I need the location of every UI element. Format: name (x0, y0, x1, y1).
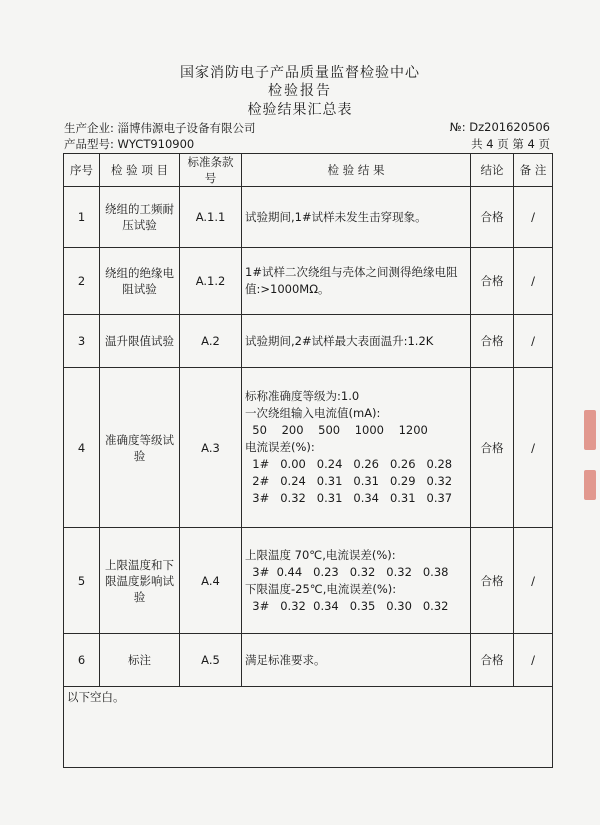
table-row (64, 368, 553, 528)
row-clause: A.4 (180, 528, 242, 634)
table-header-row (64, 154, 553, 187)
report-number: №: Dz201620506 (449, 120, 550, 134)
report-title: 检验报告 (268, 83, 332, 99)
row-clause: A.1.2 (180, 248, 242, 315)
producer-line: 生产企业: 淄博伟源电子设备有限公司 (64, 121, 256, 135)
row-result (242, 528, 471, 634)
col-header-clause: 标准条款号 (180, 154, 242, 187)
row-item: 标注 (100, 634, 180, 687)
col-header-no: 序号 (64, 154, 100, 187)
blank-row (64, 687, 553, 768)
row-remark: / (514, 634, 553, 687)
table-row (64, 248, 553, 315)
result-line: 电流误差(%): (245, 440, 315, 454)
result-line: 3# 0.32 0.31 0.34 0.31 0.37 (245, 491, 453, 505)
page-count: 共 4 页 第 4 页 (471, 137, 550, 151)
row-number: 4 (64, 368, 100, 528)
row-result (242, 368, 471, 528)
row-result (242, 248, 471, 315)
row-remark: / (514, 368, 553, 528)
row-remark: / (514, 248, 553, 315)
col-header-result: 检 验 结 果 (242, 154, 471, 187)
row-conclusion: 合格 (471, 187, 514, 248)
row-conclusion: 合格 (471, 368, 514, 528)
row-clause: A.3 (180, 368, 242, 528)
row-remark: / (514, 315, 553, 368)
row-conclusion: 合格 (471, 315, 514, 368)
row-remark: / (514, 187, 553, 248)
row-number: 6 (64, 634, 100, 687)
col-header-item: 检 验 项 目 (100, 154, 180, 187)
table-row (64, 634, 553, 687)
row-item: 温升限值试验 (100, 315, 180, 368)
table-row (64, 528, 553, 634)
result-line: 一次绕组输入电流值(mA): (245, 406, 381, 420)
results-table (63, 153, 553, 768)
row-item: 准确度等级试验 (100, 368, 180, 528)
result-line: 上限温度 70℃,电流误差(%): (245, 547, 396, 562)
row-conclusion: 合格 (471, 634, 514, 687)
blank-note: 以下空白。 (64, 687, 553, 768)
result-line: 值:>1000MΩ。 (245, 282, 330, 296)
row-result (242, 315, 471, 368)
red-seal-mark (584, 470, 596, 500)
model-line: 产品型号: WYCT910900 (64, 137, 195, 151)
row-conclusion: 合格 (471, 528, 514, 634)
result-line: 1# 0.00 0.24 0.26 0.26 0.28 (245, 457, 453, 471)
row-clause: A.2 (180, 315, 242, 368)
row-clause: A.1.1 (180, 187, 242, 248)
result-line: 试验期间,1#试样未发生击穿现象。 (245, 209, 427, 224)
row-item: 绕组的工频耐压试验 (100, 187, 180, 248)
row-clause: A.5 (180, 634, 242, 687)
result-line: 2# 0.24 0.31 0.31 0.29 0.32 (245, 474, 453, 488)
row-result (242, 634, 471, 687)
red-seal-mark (584, 410, 596, 450)
row-number: 5 (64, 528, 100, 634)
result-line: 满足标准要求。 (245, 652, 326, 667)
col-header-remark: 备 注 (514, 154, 553, 187)
row-number: 1 (64, 187, 100, 248)
result-line: 3# 0.44 0.23 0.32 0.32 0.38 (245, 564, 449, 579)
result-line: 50 200 500 1000 1200 (245, 423, 428, 437)
summary-title: 检验结果汇总表 (247, 102, 353, 118)
result-line: 试验期间,2#试样最大表面温升:1.2K (245, 333, 434, 348)
table-row (64, 315, 553, 368)
result-line: 3# 0.32 0.34 0.35 0.30 0.32 (245, 598, 449, 613)
row-number: 2 (64, 248, 100, 315)
row-remark: / (514, 528, 553, 634)
row-item: 绕组的绝缘电阻试验 (100, 248, 180, 315)
row-conclusion: 合格 (471, 248, 514, 315)
col-header-conclusion: 结论 (471, 154, 514, 187)
org-title: 国家消防电子产品质量监督检验中心 (180, 65, 420, 81)
row-result (242, 187, 471, 248)
result-line: 标称准确度等级为:1.0 (245, 389, 360, 403)
result-line: 下限温度-25℃,电流误差(%): (245, 581, 397, 596)
row-item: 上限温度和下限温度影响试验 (100, 528, 180, 634)
result-line: 1#试样二次绕组与壳体之间测得绝缘电阻 (245, 265, 458, 279)
row-number: 3 (64, 315, 100, 368)
table-row (64, 187, 553, 248)
